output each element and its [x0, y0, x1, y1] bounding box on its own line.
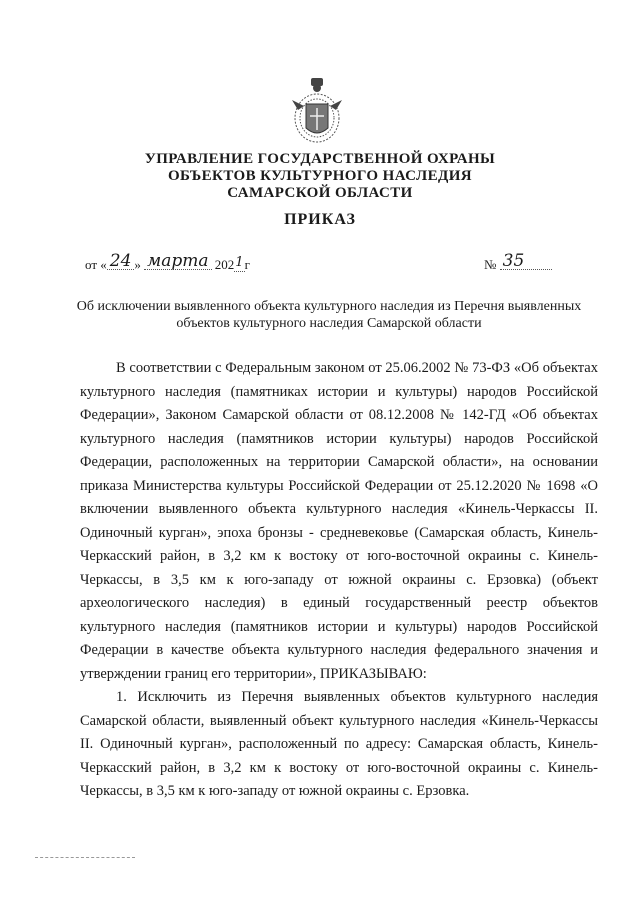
date-year-digit: 1: [235, 255, 244, 270]
number-value: 35: [500, 253, 552, 270]
date-prefix: от «: [85, 257, 107, 272]
document-title: ПРИКАЗ: [284, 211, 356, 228]
date-month: марта: [144, 253, 211, 270]
date-sep: »: [134, 257, 141, 272]
body-paragraph-2: 1. Исключить из Перечня выявленных объектов культурного наследия Самарской области, выявленный объект культурного наследия «Кинель-Черкассы II. Одиночный курган», расположенный по адресу: Самарская область, Кинель-Черкасский район, в 3,2 км к востоку от юго-восточной окраины с. Кинель-Черкассы, в 3,5 км к юго-западу от южной окраины с. Ерзовка.: [80, 689, 598, 799]
order-date: [85, 251, 250, 275]
org-name-line1: УПРАВЛЕНИЕ ГОСУДАРСТВЕННОЙ ОХРАНЫ: [144, 151, 496, 167]
date-day: 24: [107, 253, 135, 270]
number-prefix: №: [484, 257, 497, 272]
order-body: [80, 357, 598, 804]
footer-divider: [35, 857, 135, 858]
subject-line1: Об исключении выявленного объекта культурного наследия из Перечня выявленных: [76, 299, 582, 314]
order-number: [484, 251, 552, 273]
body-paragraph-1: В соответствии с Федеральным законом от 25.06.2002 № 73-ФЗ «Об объектах культурного наследия (памятниках истории и культуры) народов Российской Федерации», Законом Самарской области от 08.12.2008 № 142-ГД «Об объектах культурного наследия (памятников истории культуры) народов Российской Федерации, расположенных на территории Самарской области», на основании приказа Министерства культуры Российской Федерации от 25.12.2020 № 1698 «О включении выявленного объекта культурного наследия «Кинель-Черкассы II. Одиночный курган», эпоха бронзы - средневековье (Самарская область, Кинель-Черкасский район, в 3,2 км к востоку от юго-восточной окраины с. Кинель-Черкассы, в 3,5 км к юго-западу от южной окраины с. Ерзовка) (объект археологического наследия) в единый государственный реестр объектов культурного наследия (памятников истории и культуры) народов Российской Федерации в качестве объекта культурного наследия федерального значения и утверждении границ его территории», ПРИКАЗЫВАЮ:: [80, 360, 598, 682]
coat-of-arms-icon: [284, 76, 350, 148]
order-subject: [60, 298, 598, 332]
org-name-line2: ОБЪЕКТОВ КУЛЬТУРНОГО НАСЛЕДИЯ: [167, 168, 473, 184]
org-name-line3: САМАРСКОЙ ОБЛАСТИ: [227, 185, 413, 201]
date-suffix: г: [244, 257, 250, 272]
date-year-prefix: 202: [214, 257, 235, 272]
subject-line2: объектов культурного наследия Самарской области: [176, 316, 482, 331]
